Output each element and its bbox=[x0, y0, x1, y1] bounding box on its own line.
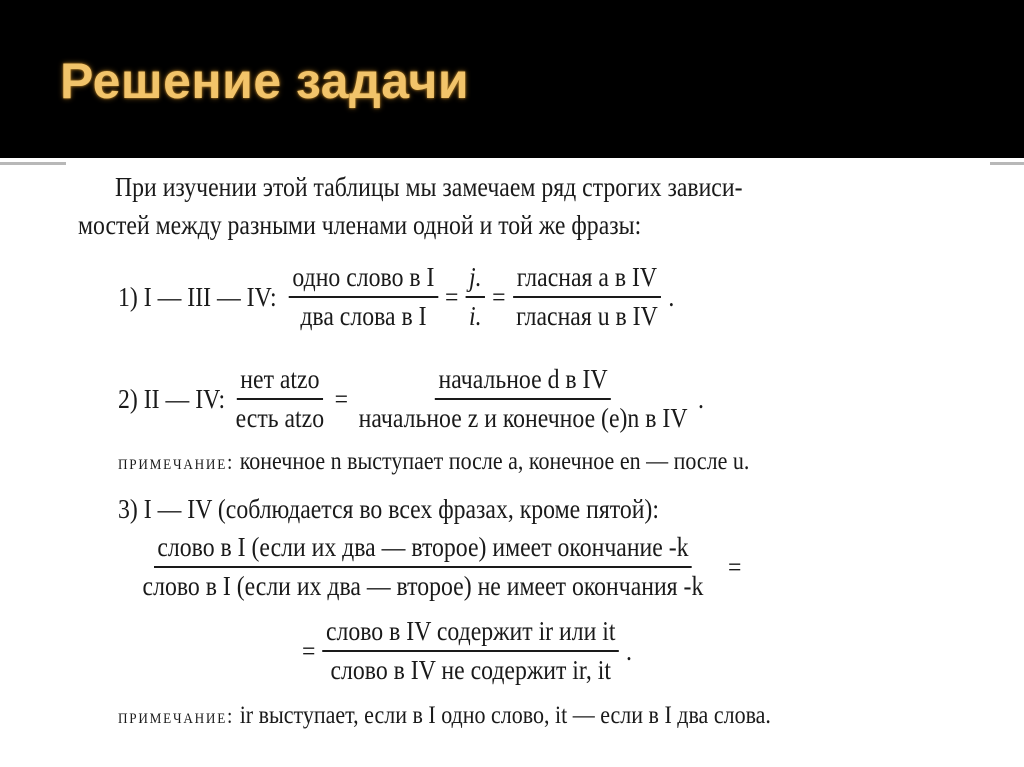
divider-left bbox=[0, 162, 66, 165]
formula-2-label: 2) II — IV: bbox=[118, 383, 226, 414]
f1-end: . bbox=[668, 281, 675, 312]
formula-2 bbox=[118, 364, 704, 434]
f3-b-den: слово в IV не содержит ir, it bbox=[330, 655, 611, 685]
f2-eq: = bbox=[334, 383, 349, 414]
f3-eq1: = bbox=[727, 551, 742, 582]
slide-title: Решение задачи bbox=[60, 53, 470, 109]
f3-a-den: слово в I (если их два — второе) не имеет окончания -k bbox=[142, 571, 704, 601]
title-bar bbox=[0, 0, 1024, 158]
f1-c-num: гласная a в IV bbox=[513, 262, 660, 298]
f3-eq2: = bbox=[302, 635, 316, 666]
formula-3-line-2 bbox=[302, 616, 632, 686]
formula-1-label: 1) I — III — IV: bbox=[118, 281, 277, 312]
note-1-label: примечание: bbox=[118, 449, 235, 474]
f2-a-den: есть atzo bbox=[235, 403, 325, 433]
f3-end: . bbox=[626, 635, 632, 666]
f2-a-num: нет atzo bbox=[237, 364, 323, 400]
f1-c-den: гласная u в IV bbox=[516, 301, 658, 331]
note-2 bbox=[118, 702, 771, 730]
formula-1 bbox=[118, 262, 674, 332]
f1-eq2: = bbox=[492, 281, 506, 312]
f3-a-num: слово в I (если их два — второе) имеет окончание -k bbox=[154, 532, 692, 568]
note-2-text: ir выступает, если в I одно слово, it — если в I два слова. bbox=[234, 702, 771, 729]
intro-line-1: При изучении этой таблицы мы замечаем ряд строгих зависи- bbox=[115, 172, 743, 202]
f3-b-num: слово в IV содержит ir или it bbox=[322, 616, 619, 652]
f1-b-den: i. bbox=[468, 301, 482, 331]
f1-b-num: j. bbox=[465, 262, 485, 298]
intro-line-2: мостей между разными членами одной и той же фразы: bbox=[78, 210, 642, 240]
note-1-text: конечное n выступает после a, конечное en — после u. bbox=[234, 448, 750, 475]
note-1 bbox=[118, 448, 749, 476]
f1-eq1: = bbox=[445, 281, 459, 312]
f2-b-den: начальное z и конечное (e)n в IV bbox=[358, 403, 688, 433]
formula-3-label: 3) I — IV (соблюдается во всех фразах, кроме пятой): bbox=[118, 494, 659, 524]
formula-3-line-1 bbox=[132, 532, 741, 602]
note-2-label: примечание: bbox=[118, 703, 235, 728]
f1-a-num: одно слово в I bbox=[289, 262, 438, 298]
divider-right bbox=[990, 162, 1024, 165]
f2-end: . bbox=[698, 383, 704, 414]
f1-a-den: два слова в I bbox=[300, 301, 427, 331]
f2-b-num: начальное d в IV bbox=[435, 364, 611, 400]
